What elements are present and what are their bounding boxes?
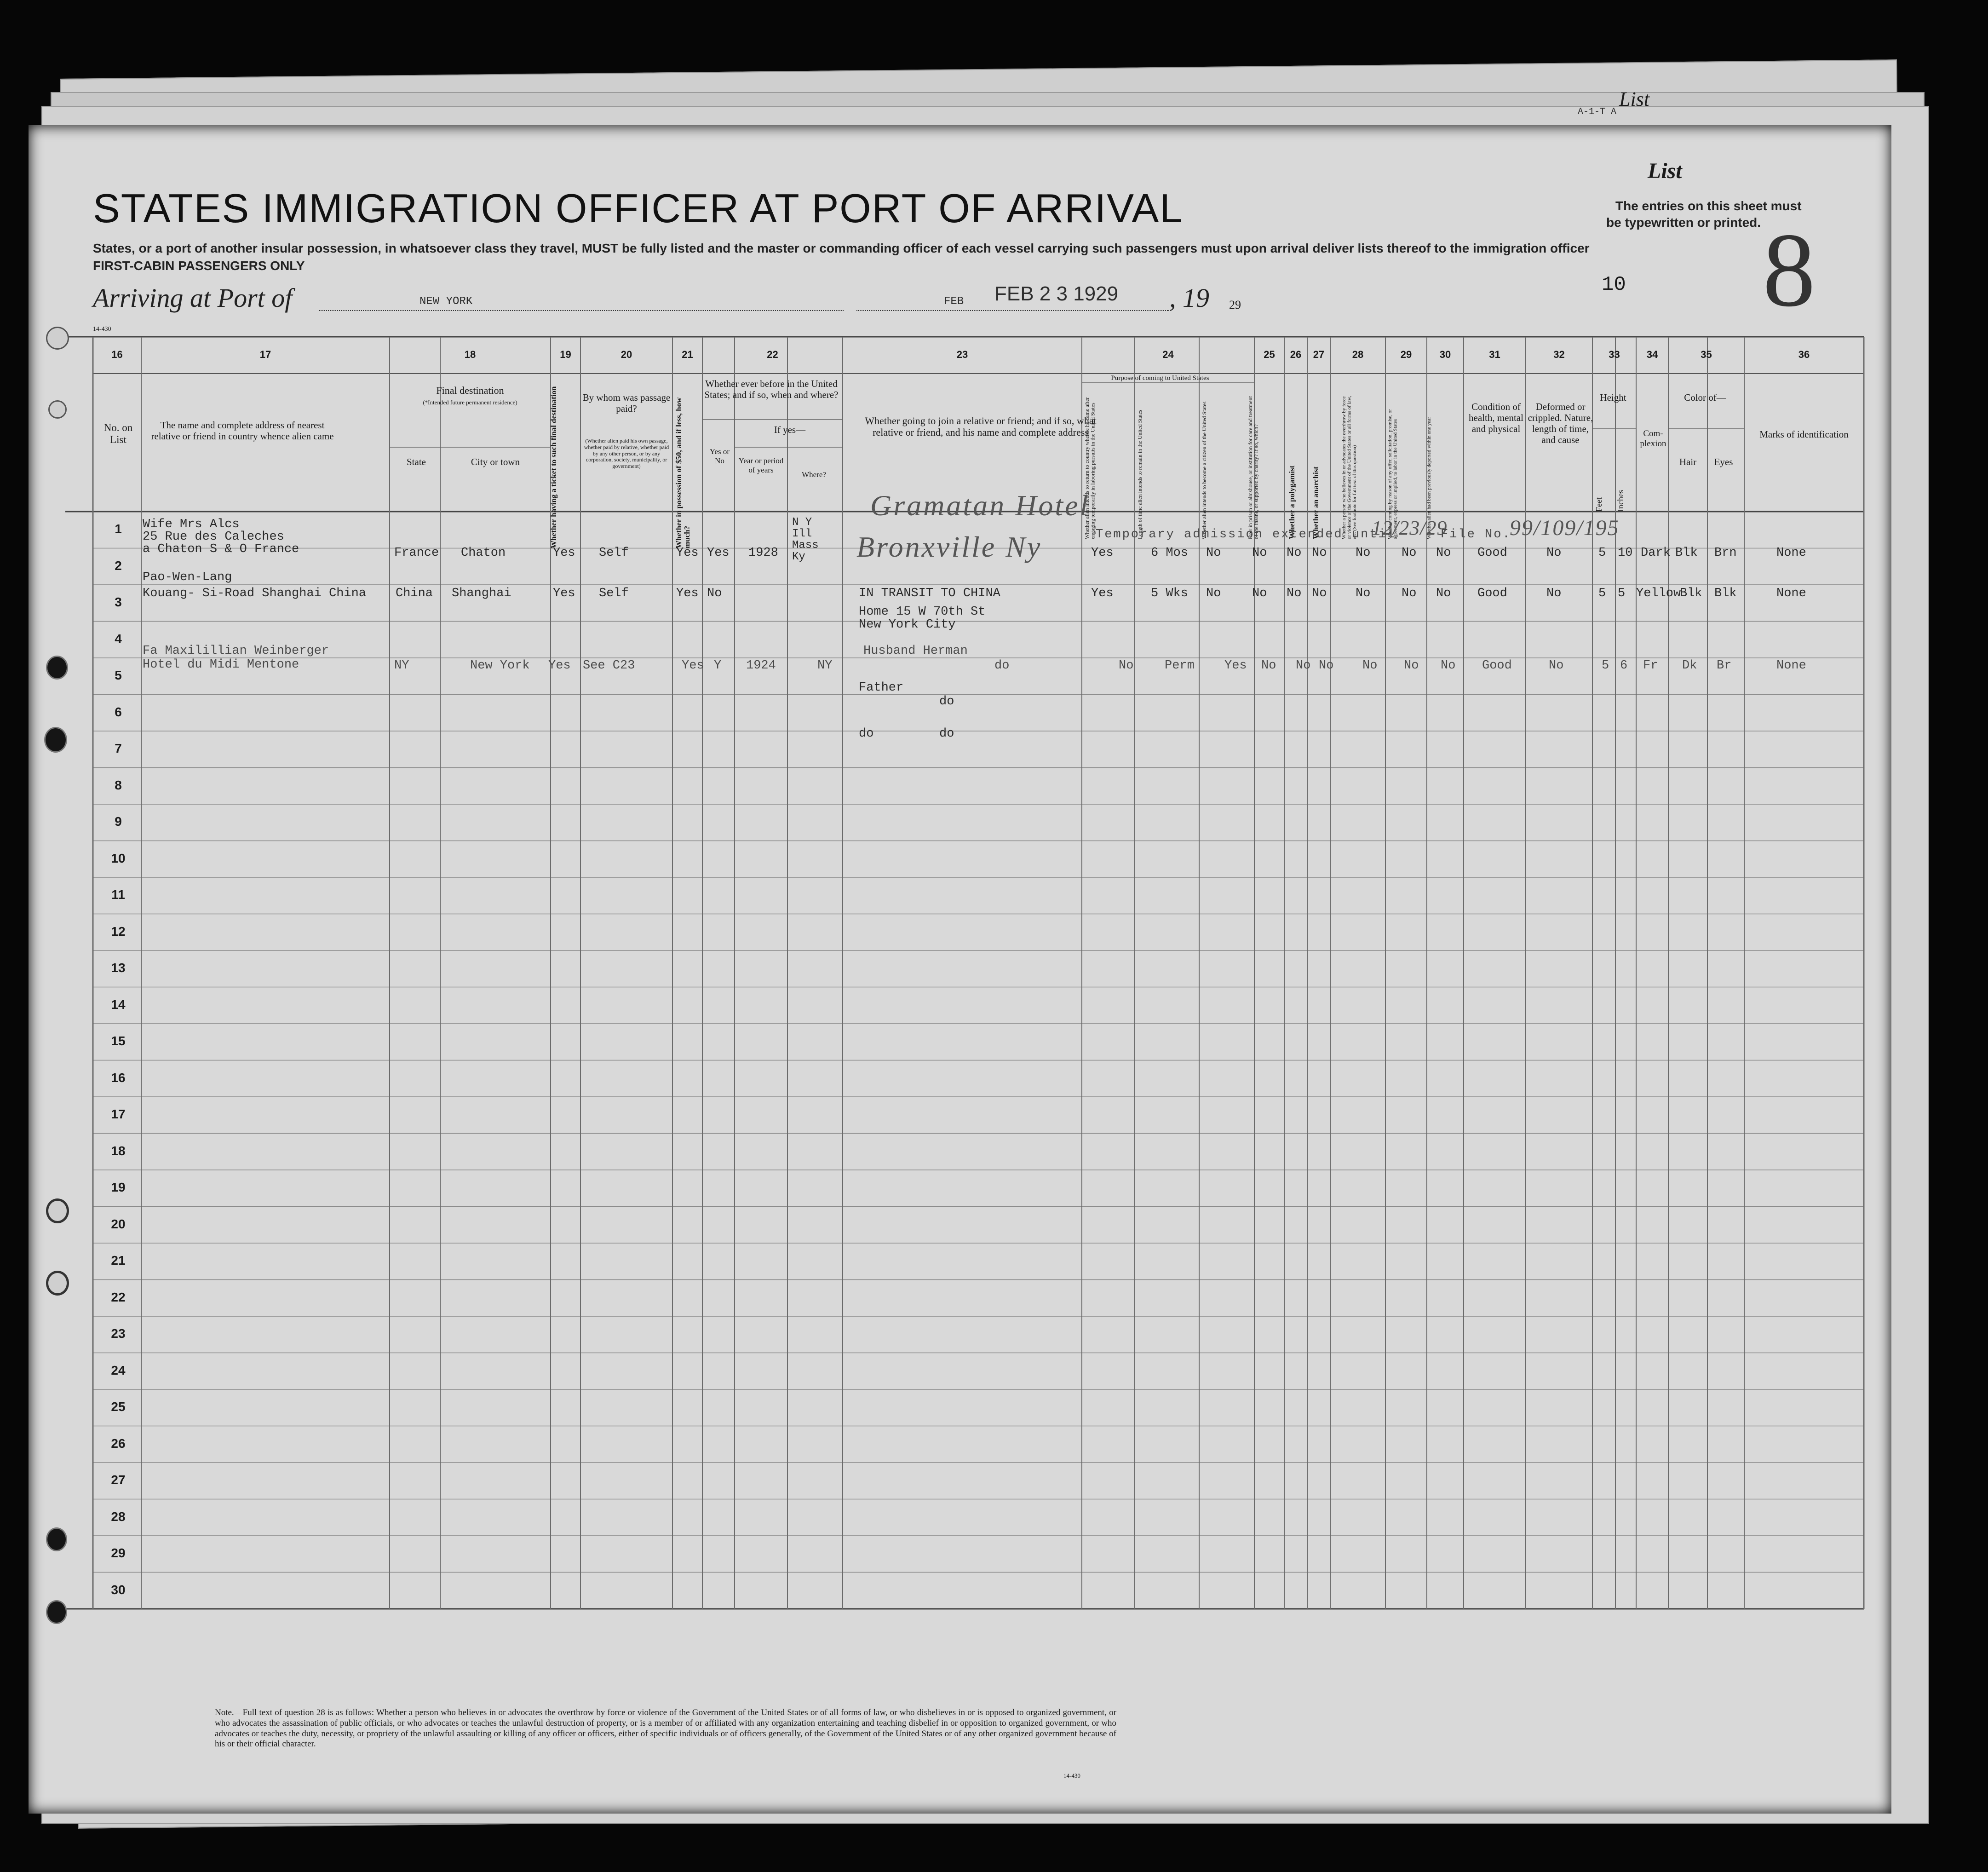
list-label: List (1648, 159, 1682, 183)
r4-eyes: Br (1717, 659, 1732, 673)
r2-inches: 5 (1618, 587, 1626, 600)
col-24-return: Whether alien intends to return to country whence he came after engaging temporarily in laboring pursuits in the United States (1084, 397, 1096, 539)
r4-length: Perm (1165, 659, 1195, 673)
r1-health: Good (1477, 546, 1507, 560)
r2-complexion: Yellow (1636, 587, 1681, 600)
column-number: 16 (111, 349, 123, 360)
col-19-header: Whether having a ticket to such final destination (549, 386, 558, 548)
col-26-header: Whether a polygamist (1287, 465, 1296, 539)
r4-return: No (1119, 659, 1134, 673)
binder-hole (46, 1600, 67, 1624)
col-21-header: Whether in possession of $50, and if less, how much? (674, 397, 691, 548)
column-number: 31 (1489, 349, 1500, 360)
r2-join: IN TRANSIT TO CHINA (859, 587, 1000, 600)
column-number: 36 (1798, 349, 1810, 360)
r1-deported: No (1436, 546, 1451, 560)
row-number: 2 (115, 558, 122, 573)
row-number: 3 (115, 595, 122, 609)
r4-feet: 5 (1602, 659, 1609, 673)
row-number: 7 (115, 741, 122, 755)
row-number: 28 (111, 1509, 126, 1524)
col-16-header: No. on List (103, 422, 133, 446)
typewritten-note-1: The entries on this sheet must (1615, 199, 1802, 213)
col-22-ifyes: If yes— (774, 424, 806, 435)
form-number: 14-430 (93, 326, 111, 333)
r1-relative-line1: Wife Mrs Alcs (143, 518, 240, 531)
column-number: 35 (1701, 349, 1712, 360)
col-18-header: Final destination (436, 385, 504, 396)
r1-inches: 10 (1618, 546, 1633, 560)
r1-file-no-label: File No. (1441, 528, 1511, 541)
col-20-note: (Whether alien paid his own passage, whether paid by relative, whether paid by any other person, or by any corporation, society, municipality, or government) (584, 438, 669, 470)
col-30-header: Whether alien had been previously deported within one year (1426, 417, 1432, 539)
binder-hole (46, 327, 69, 350)
binder-hole (46, 1198, 69, 1223)
col-33-inches: Inches (1616, 490, 1625, 512)
col-25-header: Ever in prison or almshouse, or institution for care and treatment of the insane, or supported by charity? If so, which? (1247, 396, 1259, 539)
r4-prison: No (1261, 659, 1276, 673)
r2-ticket: Yes (553, 587, 575, 600)
r1-eyes: Brn (1714, 546, 1737, 560)
column-number: 33 (1609, 349, 1620, 360)
column-number: 32 (1553, 349, 1565, 360)
row-number: 15 (111, 1034, 126, 1048)
instruction-text: States, or a port of another insular possession, in whatsoever class they travel, MUST be fully listed and the master or commanding officer of each vessel carrying such passengers must upon arrival deliver lists thereof to the immigration officer (93, 241, 1590, 255)
row-number: 22 (111, 1290, 126, 1304)
column-number: 22 (767, 349, 778, 360)
r4-join-line1: Husband Herman (863, 644, 968, 658)
col-22-yesno: Yes or No (709, 447, 730, 465)
r2-hair: Blk (1680, 587, 1702, 600)
r4-city: New York (470, 659, 530, 673)
r4-inches: 6 (1620, 659, 1628, 673)
r2-city: Shanghai (452, 587, 511, 600)
binder-hole (46, 656, 68, 680)
r4-where: NY (817, 659, 833, 673)
row-number: 25 (111, 1400, 126, 1414)
r1-prison: No (1252, 546, 1267, 560)
column-number: 18 (464, 349, 476, 360)
col-17-header: The name and complete address of nearest relative or friend in country whence alien came (151, 420, 334, 442)
r1-return: Yes (1091, 546, 1114, 560)
r1-relative-line2: 25 Rue des Caleches (143, 530, 284, 544)
r2-before: No (707, 587, 722, 600)
r4-state: NY (394, 659, 409, 673)
r2-polygamist: No (1287, 587, 1302, 600)
manifest-grid (29, 125, 1891, 1814)
r4-deported: No (1441, 659, 1456, 673)
r1-where-4: Ky (792, 551, 805, 563)
r4-join-line2: do (994, 659, 1010, 673)
binder-hole (46, 1271, 69, 1296)
row-number: 26 (111, 1436, 126, 1451)
col-27-header: Whether an anarchist (1311, 466, 1320, 539)
r2-state: China (396, 587, 433, 600)
col-32-header: Deformed or crippled. Nature, length of time, and cause (1528, 401, 1593, 446)
r1-file-no: 99/109/195 (1510, 516, 1620, 540)
r6-join-line1: do (859, 727, 874, 741)
r2-health: Good (1477, 587, 1507, 600)
r2-feet: 5 (1598, 587, 1606, 600)
column-number: 24 (1162, 349, 1174, 360)
row-number: 21 (111, 1253, 126, 1267)
col-29-header: Whether coming by reason of any offer, solicitation, promise, or agreement, express or implied, to labor in the United States (1387, 409, 1398, 539)
col-24-length: Length of time alien intends to remain in the United States (1137, 409, 1143, 539)
r4-paid-by: See C23 (583, 659, 635, 673)
r4-marks: None (1776, 659, 1806, 673)
row-number: 27 (111, 1473, 126, 1487)
column-number: 25 (1264, 349, 1275, 360)
footnote-question-28: Note.—Full text of question 28 is as follows: Whether a person who believes in or advocates the overthrow by force or violence of the Government of the United States or of all forms of law, or who disbelieves in or is opposed to organized government, or who advocates the assassination of public officials, or who advocates or teaches the unlawful destruction of property, or is a member of or affiliated with any organization entertaining and teaching disbelief in or opposition to organized government, or who advocates or teaches the duty, necessity, or propriety of the unlawful assaulting or killing of any officer or officers, either of specific individuals or of officers generally, of the Government of the United States or of any other organized government because of his or their official character. (215, 1708, 1116, 1749)
col-35-header: Color of— (1684, 392, 1726, 403)
r1-money: Yes (676, 546, 699, 560)
col-22-header: Whether ever before in the United States; and if so, when and where? (704, 378, 839, 401)
column-number: 29 (1400, 349, 1412, 360)
r1-where-1: N Y (792, 516, 812, 529)
r4-polygamist: No (1296, 659, 1311, 673)
row-number: 8 (115, 778, 122, 792)
r3-join-line2: New York City (859, 618, 956, 632)
class-line: FIRST-CABIN PASSENGERS ONLY (93, 259, 305, 273)
r1-join-handwritten-2: Bronxville Ny (856, 530, 1042, 563)
page-title: STATES IMMIGRATION OFFICER AT PORT OF ARRIVAL (93, 185, 1184, 231)
r2-anarchist: No (1312, 587, 1327, 600)
row-number: 14 (111, 997, 126, 1012)
column-number: 30 (1439, 349, 1451, 360)
r4-ticket: Yes (548, 659, 571, 673)
r2-paid-by: Self (599, 587, 629, 600)
r3-join-line1: Home 15 W 70th St (859, 605, 986, 619)
col-23-header: Whether going to join a relative or friend; and if so, what relative or friend, and his name and complete address (865, 415, 1097, 438)
r4-labor-offer: No (1404, 659, 1419, 673)
r1-year: 1928 (748, 546, 778, 560)
r1-feet: 5 (1598, 546, 1606, 560)
r5-join-line1: Father (859, 681, 904, 695)
row-number: 16 (111, 1070, 126, 1085)
row-number: 1 (115, 522, 122, 536)
row-number: 4 (115, 631, 122, 646)
col-22-year: Year or period of years (738, 456, 784, 474)
row-number: 19 (111, 1180, 126, 1194)
r1-labor-offer: No (1402, 546, 1417, 560)
r2-deformed: No (1546, 587, 1562, 600)
r1-relative-line3: a Chaton S & O France (143, 542, 299, 556)
r1-complexion: Dark (1641, 546, 1671, 560)
r1-before: Yes (707, 546, 730, 560)
binder-hole (44, 727, 67, 753)
big-sheet-number: 8 (1763, 211, 1816, 328)
col-24-citizen: Whether alien intends to become a citizen of the United States (1201, 401, 1207, 539)
r2-citizen: No (1206, 587, 1221, 600)
column-number: 34 (1646, 349, 1658, 360)
col-31-header: Condition of health, mental and physical (1469, 401, 1523, 435)
column-number: 17 (259, 349, 271, 360)
col-33-feet: Feet (1594, 497, 1603, 512)
binder-hole (46, 1527, 67, 1551)
col-18-note: (*Intended future permanent residence) (423, 399, 517, 406)
col-34-header: Com-plexion (1640, 429, 1666, 449)
r1-anarchist: No (1312, 546, 1327, 560)
r4-relative-line2: Hotel du Midi Mentone (143, 658, 299, 672)
r1-state: France (394, 546, 439, 560)
sheet-number: 10 (1602, 273, 1626, 296)
r2-relative-line1: Pao-Wen-Lang (143, 570, 232, 584)
r1-city: Chaton (461, 546, 506, 560)
column-number: 27 (1313, 349, 1325, 360)
col-18-state: State (407, 456, 426, 467)
row-number: 24 (111, 1363, 126, 1377)
col-18-city: City or town (471, 456, 520, 467)
row-number: 9 (115, 814, 122, 829)
col-22-where: Where? (802, 470, 826, 479)
row-number: 13 (111, 961, 126, 975)
r2-money: Yes (676, 587, 699, 600)
row-number: 20 (111, 1216, 126, 1231)
r1-deformed: No (1546, 546, 1562, 560)
r2-advocates: No (1356, 587, 1371, 600)
row-number: 18 (111, 1143, 126, 1158)
r1-polygamist: No (1287, 546, 1302, 560)
r5-join-line2: do (939, 695, 954, 708)
col-33-header: Height (1600, 392, 1626, 403)
column-number: 23 (956, 349, 968, 360)
typewritten-note-2: be typewritten or printed. (1606, 215, 1761, 230)
r1-where-3: Mass (792, 539, 819, 552)
r4-citizen: Yes (1224, 659, 1247, 673)
r4-deformed: No (1549, 659, 1564, 673)
row-number: 11 (111, 887, 125, 902)
row-number: 29 (111, 1546, 126, 1560)
date-stamp: FEB 2 3 1929 (994, 282, 1119, 305)
column-number: 19 (560, 349, 571, 360)
r1-ticket: Yes (553, 546, 575, 560)
r4-relative-line1: Fa Maxilillian Weinberger (143, 644, 329, 658)
r1-admission-date: 12/23/29 (1372, 517, 1448, 539)
arriving-label: Arriving at Port of (93, 283, 293, 313)
r2-labor-offer: No (1402, 587, 1417, 600)
r1-where-2: Ill (792, 528, 812, 540)
column-number: 26 (1290, 349, 1302, 360)
arrival-month: FEB (944, 295, 964, 308)
row-number: 30 (111, 1582, 126, 1597)
column-number: 20 (621, 349, 632, 360)
row-number: 23 (111, 1326, 126, 1341)
column-number: 21 (682, 349, 693, 360)
r2-return: Yes (1091, 587, 1114, 600)
manifest-sheet (29, 125, 1891, 1814)
row-number: 17 (111, 1107, 126, 1121)
r1-paid-by: Self (599, 546, 629, 560)
r2-relative-line2: Kouang- Si-Road Shanghai China (143, 587, 367, 600)
year-suffix: 29 (1229, 298, 1241, 311)
r4-complexion: Fr (1643, 659, 1658, 673)
r1-admission-note: Temporary admission extended until (1096, 528, 1396, 541)
col-35-eyes: Eyes (1714, 456, 1733, 467)
row-number: 6 (115, 704, 122, 719)
binder-hole (48, 400, 67, 419)
col-35-hair: Hair (1679, 456, 1697, 467)
r1-marks: None (1776, 546, 1806, 560)
r1-hair: Blk (1675, 546, 1698, 560)
r4-money: Yes (682, 659, 704, 673)
r6-join-line2: do (939, 727, 954, 741)
r2-deported: No (1436, 587, 1451, 600)
column-number: 28 (1352, 349, 1364, 360)
col-24-header: Purpose of coming to United States (1111, 374, 1209, 382)
col-20-header: By whom was passage paid? (582, 392, 671, 415)
r1-citizen: No (1206, 546, 1221, 560)
port-of-arrival: NEW YORK (419, 295, 473, 308)
r1-join-handwritten-1: Gramatan Hotel (870, 489, 1090, 522)
r4-year: 1924 (746, 659, 776, 673)
r4-advocates: No (1362, 659, 1378, 673)
r2-eyes: Blk (1714, 587, 1737, 600)
r4-hair: Dk (1682, 659, 1697, 673)
row-number: 12 (111, 924, 126, 939)
footer-form-number: 14-430 (1063, 1772, 1080, 1779)
top-list-label: List (1619, 88, 1650, 110)
row-number: 10 (111, 851, 126, 865)
col-36-header: Marks of identification (1759, 429, 1849, 440)
r4-before: Y (714, 659, 722, 673)
r4-anarchist: No (1319, 659, 1334, 673)
r1-advocates: No (1356, 546, 1371, 560)
r2-prison: No (1252, 587, 1267, 600)
row-number: 5 (115, 668, 122, 682)
r4-health: Good (1482, 659, 1512, 673)
r1-length: 6 Mos (1151, 546, 1189, 560)
col-28-header: Whether a person who believes in or advocates the overthrow by force or violence of the Government of the United States or all forms of law, etc. (See footnote for full text of this question) (1341, 396, 1358, 539)
r2-marks: None (1776, 587, 1806, 600)
top-list-code: A-1-T A (1578, 107, 1617, 117)
year-prefix: , 19 (1169, 283, 1209, 313)
r2-length: 5 Wks (1151, 587, 1189, 600)
